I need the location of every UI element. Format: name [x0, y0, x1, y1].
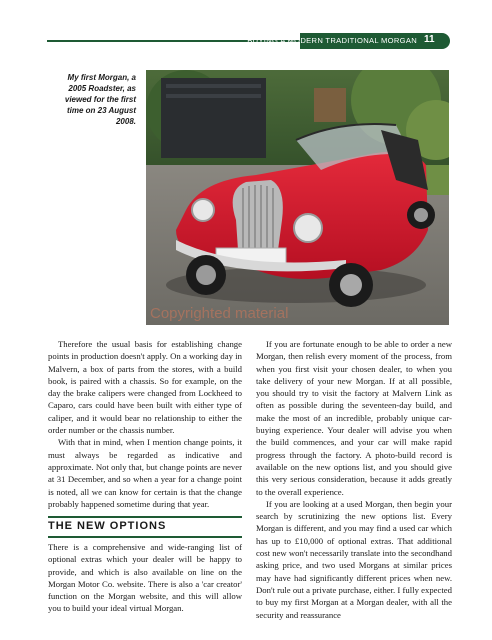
car-photo — [146, 70, 449, 325]
page-number: 11 — [424, 34, 435, 45]
left-paragraph-1: Therefore the usual basis for establishing change points in production doesn't apply. On a working day in Malvern, a box of parts from the stores, with a build book, is paired with a chassis. So for example, on the day the brake calipers were changed from Lockheed to Caparo, cars could have been built with either type of caliper, and it would bear no relationship to either the order number or the chassis number. — [48, 339, 242, 436]
section-body — [48, 541, 242, 615]
section-rule-top — [48, 516, 242, 518]
photo-caption: My first Morgan, a 2005 Roadster, as viewed for the first time on 23 August 2008. — [64, 73, 136, 126]
copyright-watermark: Copyrighted material — [150, 305, 289, 322]
left-column — [48, 338, 242, 510]
section-heading: THE NEW OPTIONS — [48, 520, 167, 532]
section-paragraph: There is a comprehensive and wide-ranging list of optional extras which your dealer will be happy to provide, and which is also available on line on the Morgan Motor Co. website. There is also a 'car creator' function on the Morgan website, and this will allow you to build your ideal virtual Morgan. — [48, 542, 242, 614]
right-column — [256, 338, 452, 621]
right-paragraph-1: If you are fortunate enough to be able to order a new Morgan, then relish every moment of the process, from when you first visit your chosen dealer, to when you take delivery of your new Morgan. If at all possible, you should try to visit the factory at Malvern Link as often as possible during the seventeen-day build, and make the most of an incredible, probably unique car-buying experience. Your dealer will advise you when the build commences, and your car will make rapid progress through the factory. A photo-build record is available on the new options list, and you should give this very serious consideration, because it adds greatly to the overall experience. — [256, 339, 452, 497]
right-paragraph-2: If you are looking at a used Morgan, then begin your search by scrutinizing the new options list. Every Morgan is different, and you may find a used car which has up to £10,000 of optional extras. That additional cost new won't necessarily translate into the secondhand asking price, and two used Morgans at similar prices may have had significantly different prices when new. Don't rule out a private purchase, either. I fully expected to buy my first Morgan at a Morgan dealer, with all the security and reassurance — [256, 498, 452, 620]
running-title: BUYING A MODERN TRADITIONAL MORGAN — [247, 36, 417, 45]
car-photo-illustration — [146, 70, 449, 325]
section-rule-bottom — [48, 536, 242, 538]
left-paragraph-2: With that in mind, when I mention change points, it must always be regarded as indicative and approximate. Not only that, but change points are never at 31 December, and so when a year for a change point is noted, all we can know for certain is that the change probably happened sometime during that year. — [48, 437, 242, 509]
